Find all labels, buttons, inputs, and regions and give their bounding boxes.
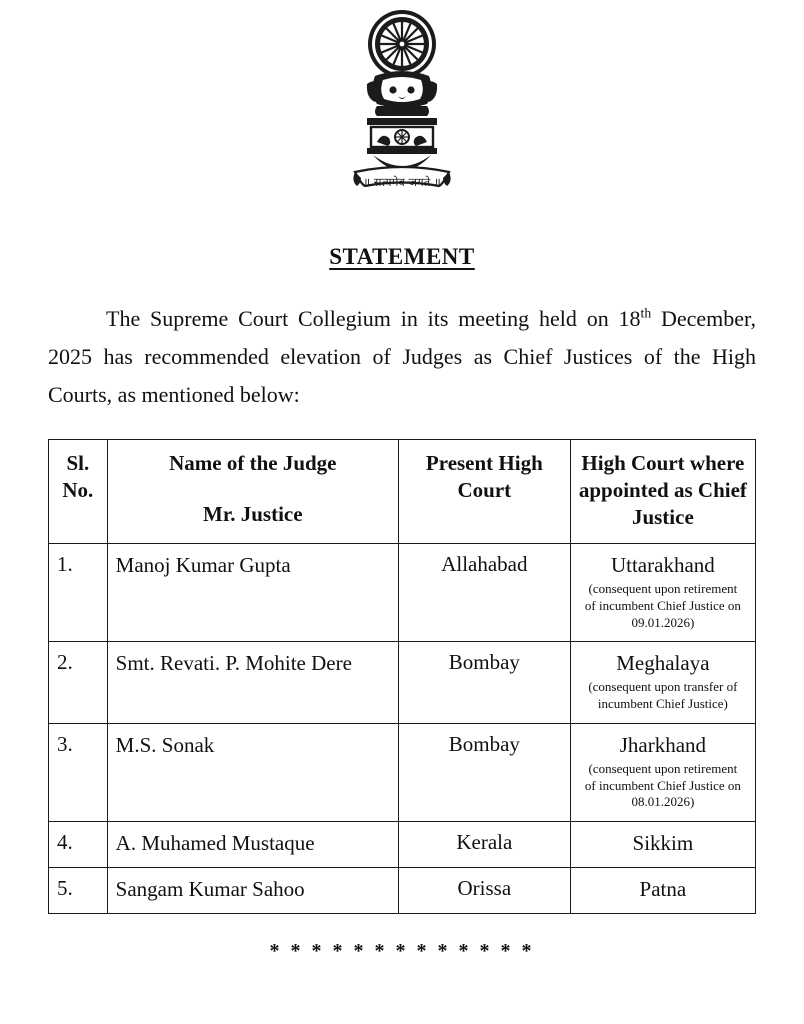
cell-present-court: Bombay [398,723,570,821]
appointed-court-name: Meghalaya [616,651,710,676]
table-row [49,723,756,821]
cell-present-court: Bombay [398,642,570,724]
appointed-court-name: Jharkhand [619,732,707,757]
svg-text:॥ सत्यमेव जयते ॥: ॥ सत्यमेव जयते ॥ [363,175,441,189]
cell-appointed-court [570,642,755,724]
appointed-court-name: Uttarakhand [610,553,715,578]
appointed-court-note: (consequent upon retirement of incumbent Chief Justice on 08.01.2026) [584,760,741,810]
paragraph-text-part1: The Supreme Court Collegium in its meeting held on 18 [106,306,641,331]
paragraph-text-part2: December, 2025 has recommended elevation of Judges as Chief Justices of the High Courts, as mentioned below: [48,306,756,407]
paragraph-ordinal-suffix: th [640,305,652,321]
cell-appointed-court [570,868,755,914]
table-header [49,440,756,544]
table-row [49,821,756,867]
footer-separator: * * * * * * * * * * * * * [269,940,535,963]
appointed-court-note: (consequent upon transfer of incumbent Chief Justice) [588,679,738,712]
recommendations-table [48,439,756,914]
appointed-court-note: (consequent upon retirement of incumbent Chief Justice on 09.01.2026) [584,581,741,630]
page-title: STATEMENT [329,244,475,269]
india-state-emblem-icon [337,6,467,206]
cell-appointed-court [570,723,755,821]
cell-judge-name: M.S. Sonak [107,723,398,821]
cell-present-court: Kerala [398,821,570,867]
table-row [49,868,756,914]
statement-paragraph [48,300,756,413]
cell-present-court: Allahabad [398,544,570,642]
cell-appointed-court [570,821,755,867]
table-row [49,642,756,724]
column-header-appointed-as: High Court where appointed as Chief Justice [570,440,755,544]
cell-sl-no: 2. [49,642,108,724]
cell-sl-no: 4. [49,821,108,867]
cell-appointed-court [570,544,755,642]
emblem-container [48,0,756,206]
column-header-judge-name [107,440,398,544]
cell-judge-name: A. Muhamed Mustaque [107,821,398,867]
appointed-court-name: Patna [639,877,687,902]
column-header-judge-name-main: Name of the Judge [169,451,337,476]
table-header-row [49,440,756,544]
cell-sl-no: 3. [49,723,108,821]
cell-sl-no: 1. [49,544,108,642]
cell-judge-name: Manoj Kumar Gupta [107,544,398,642]
cell-judge-name: Sangam Kumar Sahoo [107,868,398,914]
cell-sl-no: 5. [49,868,108,914]
column-header-sl-no: Sl. No. [49,440,108,544]
cell-present-court: Orissa [398,868,570,914]
table-body [49,544,756,914]
table-row [49,544,756,642]
column-header-present-high-court: Present High Court [398,440,570,544]
cell-judge-name: Smt. Revati. P. Mohite Dere [107,642,398,724]
appointed-court-name: Sikkim [632,830,694,855]
column-header-judge-name-sub: Mr. Justice [203,502,303,527]
